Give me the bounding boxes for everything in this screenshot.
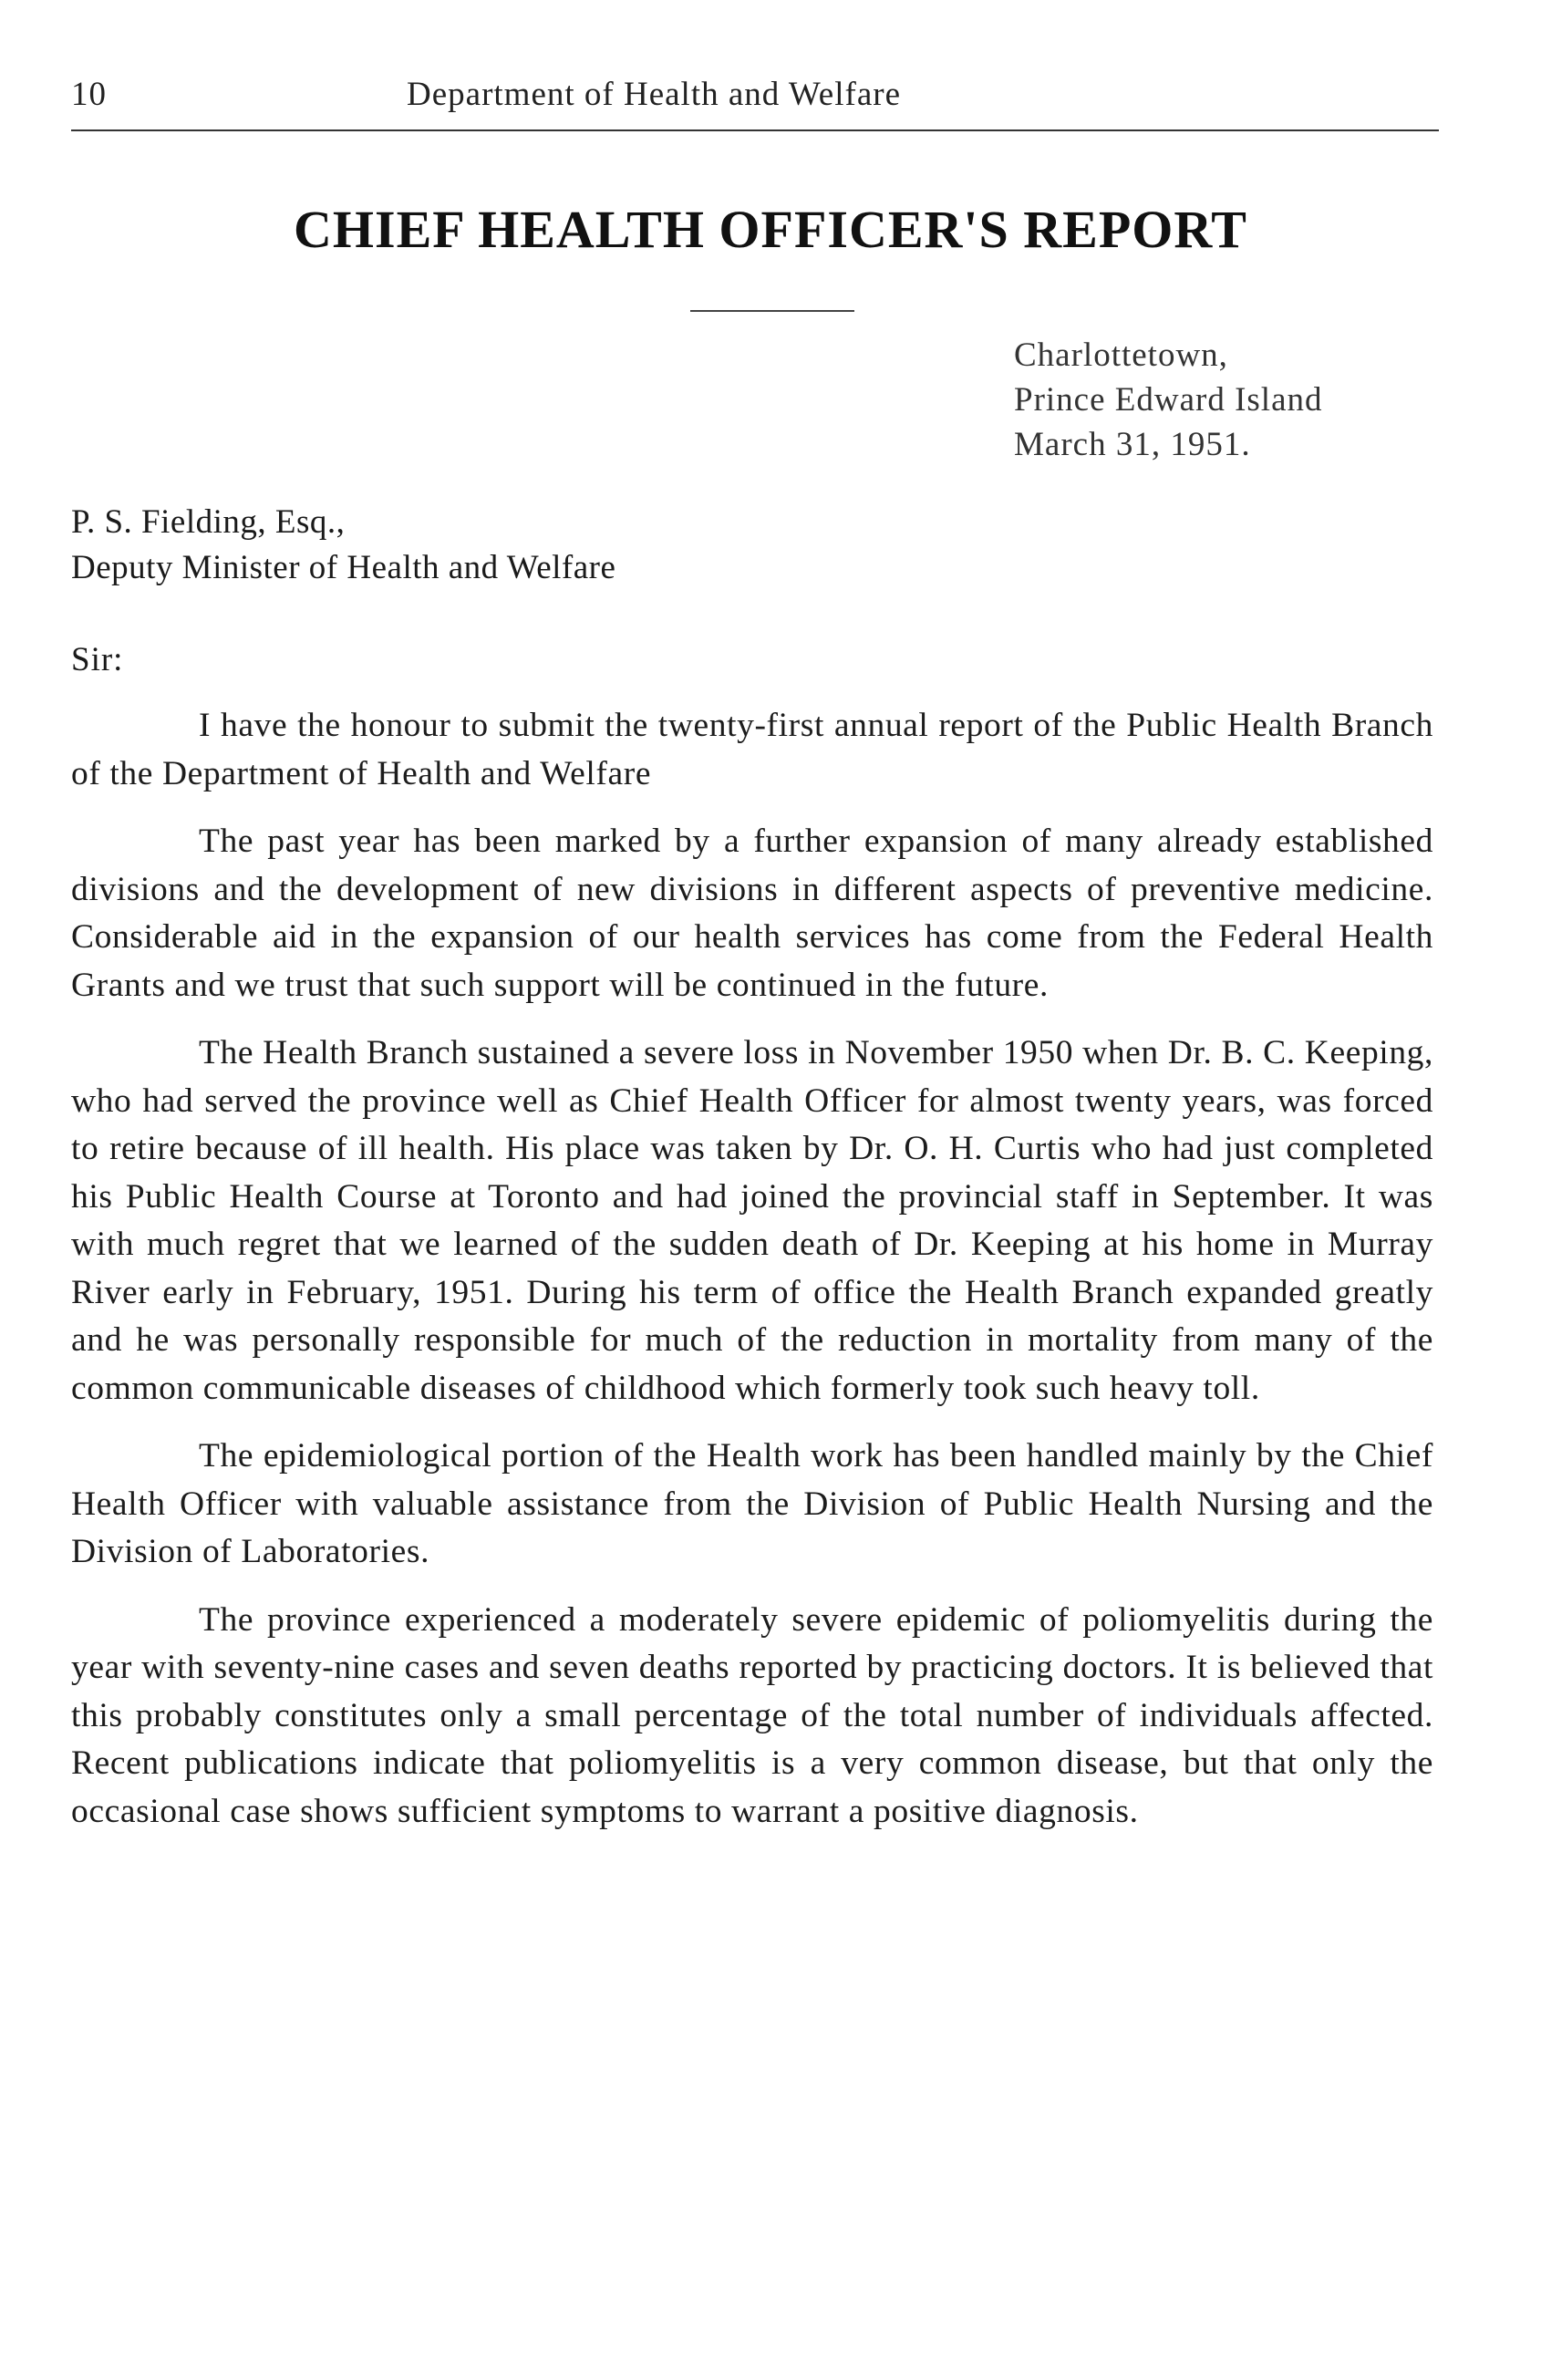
body-paragraph: The epidemiological portion of the Health work has been handled mainly by the Chief Health Officer with valuable assistance from the Division of Public Health Nursing and the Division of Laboratories.: [71, 1437, 1433, 1570]
body-paragraph: The province experienced a moderately severe epidemic of poliomyelitis during the year with seventy-nine cases and seven deaths reported by practicing doctors. It is believed that this probably constitutes only a small percentage of the total number of individuals affected. Recent publications indicate that poliomyelitis is a very common disease, but that only the occasional case shows sufficient symptoms to warrant a positive diagnosis.: [71, 1600, 1433, 1830]
report-title: CHIEF HEALTH OFFICER'S REPORT: [294, 200, 1247, 259]
report-body: [71, 702, 1433, 1856]
body-paragraph: I have the honour to submit the twenty-first annual report of the Public Health Branch of the Department of Health and Welfare: [71, 707, 1433, 792]
recipient-title: Deputy Minister of Health and Welfare: [71, 549, 616, 586]
header-rule: [71, 129, 1439, 131]
recipient-block: [71, 500, 615, 591]
body-paragraph: The Health Branch sustained a severe loss in November 1950 when Dr. B. C. Keeping, who had served the province well as Chief Health Officer for almost twenty years, was forced to retire because of ill health. His place was taken by Dr. O. H. Curtis who had just completed his Public Health Course at Toronto and had joined the provincial staff in September. It was with much regret that we learned of the sudden death of Dr. Keeping at his home in Murray River early in February, 1951. During his term of office the Health Branch expanded greatly and he was personally responsible for much of the reduction in mortality from many of the common communicable diseases of childhood which formerly took such heavy toll.: [71, 1034, 1433, 1407]
title-divider: [690, 310, 854, 312]
salutation: Sir:: [71, 641, 124, 678]
page-number: 10: [71, 76, 107, 113]
address-block: [1014, 333, 1323, 467]
body-paragraph: The past year has been marked by a further expansion of many already established divisions and the development of new divisions in different aspects of preventive medicine. Considerable aid in the expansion of our health services has come from the Federal Health Grants and we trust that such support will be continued in the future.: [71, 823, 1433, 1004]
address-province: Prince Edward Island: [1014, 381, 1323, 419]
running-header-title: Department of Health and Welfare: [407, 76, 901, 113]
address-city: Charlottetown,: [1014, 336, 1228, 374]
letter-date: March 31, 1951.: [1014, 426, 1251, 463]
recipient-name: P. S. Fielding, Esq.,: [71, 503, 346, 541]
